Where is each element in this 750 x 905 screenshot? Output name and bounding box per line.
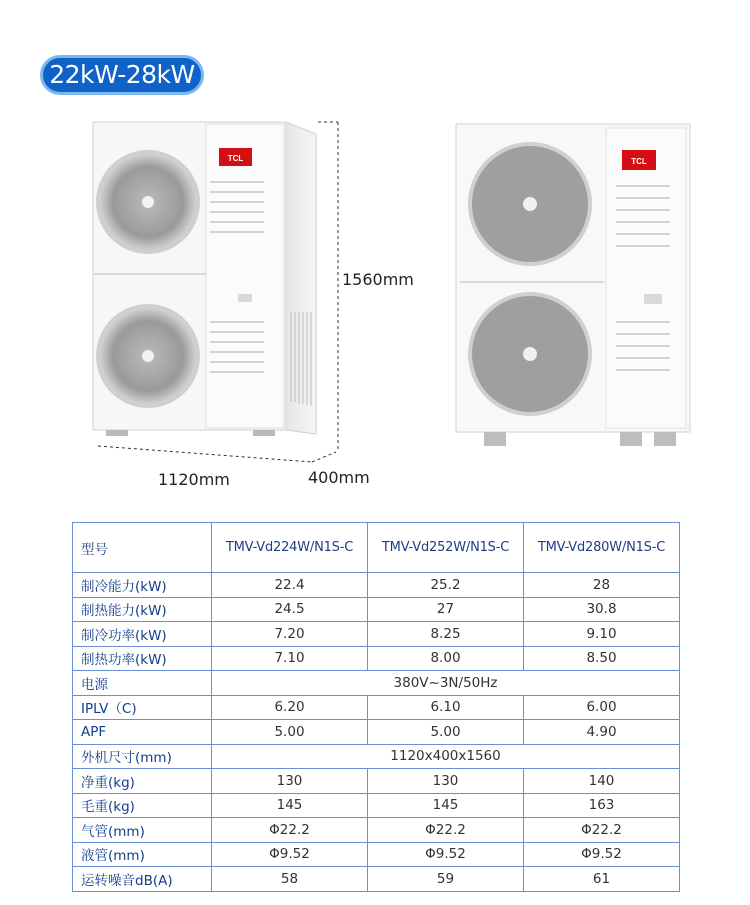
cell: Φ9.52 [212, 842, 368, 867]
cell: 4.90 [524, 720, 680, 745]
table-row [73, 646, 680, 671]
depth-dimension-label: 400mm [308, 468, 370, 487]
row-label: 电源 [73, 671, 212, 696]
model-name: TMV-Vd280W/N1S-C [524, 523, 680, 573]
cell: 130 [212, 769, 368, 794]
cell: 25.2 [368, 573, 524, 598]
model-header-label: 型号 [73, 523, 212, 573]
model-name: TMV-Vd252W/N1S-C [368, 523, 524, 573]
cell: 30.8 [524, 597, 680, 622]
table-row [73, 597, 680, 622]
row-label: 制热能力(kW) [73, 597, 212, 622]
merged-cell: 380V~3N/50Hz [212, 671, 680, 696]
cell: 6.20 [212, 695, 368, 720]
cell: 7.20 [212, 622, 368, 647]
table-row [73, 842, 680, 867]
table-header-row [73, 523, 680, 573]
table-row [73, 671, 680, 696]
cell: 28 [524, 573, 680, 598]
height-dimension-label: 1560mm [342, 270, 414, 289]
row-label: 制冷功率(kW) [73, 622, 212, 647]
cell: Φ22.2 [368, 818, 524, 843]
table-row [73, 867, 680, 892]
cell: 5.00 [212, 720, 368, 745]
cell: 5.00 [368, 720, 524, 745]
row-label: 液管(mm) [73, 842, 212, 867]
cell: 6.10 [368, 695, 524, 720]
cell: 8.50 [524, 646, 680, 671]
cell: 58 [212, 867, 368, 892]
cell: Φ22.2 [524, 818, 680, 843]
cell: 27 [368, 597, 524, 622]
row-label: 制热功率(kW) [73, 646, 212, 671]
model-name: TMV-Vd224W/N1S-C [212, 523, 368, 573]
cell: 8.25 [368, 622, 524, 647]
capacity-range-badge: 22kW-28kW [40, 55, 204, 95]
table-row [73, 695, 680, 720]
cell: 145 [368, 793, 524, 818]
cell: 163 [524, 793, 680, 818]
table-row [73, 769, 680, 794]
row-label: IPLV（C) [73, 695, 212, 720]
cell: 22.4 [212, 573, 368, 598]
cell: 59 [368, 867, 524, 892]
cell: 6.00 [524, 695, 680, 720]
table-row [73, 573, 680, 598]
cell: 140 [524, 769, 680, 794]
cell: 7.10 [212, 646, 368, 671]
cell: Φ9.52 [524, 842, 680, 867]
row-label: 净重(kg) [73, 769, 212, 794]
cell: 24.5 [212, 597, 368, 622]
merged-cell: 1120x400x1560 [212, 744, 680, 769]
cell: Φ22.2 [212, 818, 368, 843]
cell: Φ9.52 [368, 842, 524, 867]
cell: 145 [212, 793, 368, 818]
tcl-logo-text-right: TCL [631, 157, 647, 166]
table-row [73, 793, 680, 818]
row-label: 外机尺寸(mm) [73, 744, 212, 769]
cell: 8.00 [368, 646, 524, 671]
row-label: APF [73, 720, 212, 745]
table-row [73, 622, 680, 647]
row-label: 气管(mm) [73, 818, 212, 843]
width-dimension-label: 1120mm [158, 470, 230, 489]
table-row [73, 720, 680, 745]
table-row [73, 744, 680, 769]
cell: 61 [524, 867, 680, 892]
row-label: 毛重(kg) [73, 793, 212, 818]
row-label: 运转噪音dB(A) [73, 867, 212, 892]
tcl-logo-text-left: TCL [227, 154, 244, 163]
cell: 130 [368, 769, 524, 794]
row-label: 制冷能力(kW) [73, 573, 212, 598]
cell: 9.10 [524, 622, 680, 647]
table-row [73, 818, 680, 843]
spec-table [72, 522, 680, 892]
